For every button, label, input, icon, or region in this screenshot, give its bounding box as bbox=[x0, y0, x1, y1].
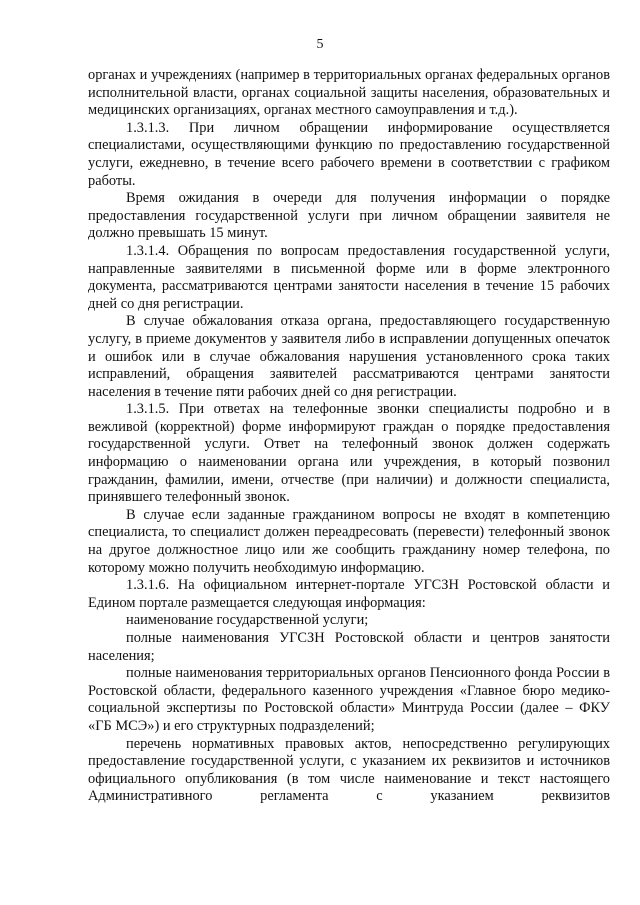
paragraph-3: Время ожидания в очереди для получения информации о порядке предоставления государственной услуги при личном обращении заявителя не должно превышать 15 минут. bbox=[88, 190, 610, 242]
page-number: 5 bbox=[316, 37, 324, 52]
paragraph-1: органах и учреждениях (например в территориальных органах федеральных органов исполнительной власти, органах социальной защиты населения, образовательных и медицинских организациях, органах местного самоуправления и т.д.). bbox=[88, 67, 610, 119]
paragraph-7: В случае если заданные гражданином вопросы не входят в компетенцию специалиста, то специалист должен переадресовать (перевести) телефонный звонок на другое должностное лицо или же сообщить гражданину номер телефона, по которому можно получить необходимую информацию. bbox=[88, 506, 610, 576]
paragraph-2: 1.3.1.3. При личном обращении информирование осуществляется специалистами, осуществляющими функцию по предоставлению государственной услуги, ежедневно, в течение всего рабочего времени в соответствии с графиком работы. bbox=[88, 119, 610, 189]
paragraph-11: полные наименования территориальных органов Пенсионного фонда России в Ростовской области, федерального казенного учреждения «Главное бюро медико-социальной экспертизы по Ростовской области» Минтруда России (далее – ФКУ «ГБ МСЭ») и его структурных подразделений; bbox=[88, 665, 610, 734]
document-body bbox=[88, 67, 610, 806]
paragraph-4: 1.3.1.4. Обращения по вопросам предоставления государственной услуги, направленные заявителями в письменной форме или в форме электронного документа, рассматриваются центрами занятости населения в течение 15 рабочих дней со дня регистрации. bbox=[88, 242, 610, 312]
paragraph-10: полные наименования УГСЗН Ростовской области и центров занятости населения; bbox=[88, 630, 610, 664]
paragraph-8: 1.3.1.6. На официальном интернет-портале УГСЗН Ростовской области и Едином портале размещается следующая информация: bbox=[88, 577, 610, 611]
paragraph-5: В случае обжалования отказа органа, предоставляющего государственную услугу, в приеме документов у заявителя либо в исправлении допущенных опечаток и ошибок или в случае обжалования нарушения установленного срока таких исправлений, обращения заявителей рассматриваются центрами занятости населения в течение пяти рабочих дней со дня регистрации. bbox=[88, 313, 610, 400]
paragraph-9: наименование государственной услуги; bbox=[126, 612, 369, 629]
paragraph-12: перечень нормативных правовых актов, непосредственно регулирующих предоставление государственной услуги, с указанием их реквизитов и источников официального опубликования (в том числе наименование и текст настоящего Административного регламента с указанием реквизитов bbox=[88, 735, 610, 805]
paragraph-6: 1.3.1.5. При ответах на телефонные звонки специалисты подробно и в вежливой (корректной) форме информируют граждан о порядке предоставления государственной услуги. Ответ на телефонный звонок должен содержать информацию о наименовании органа или учреждения, в который позвонил гражданин, фамилии, имени, отчестве (при наличии) и должности специалиста, принявшего телефонный звонок. bbox=[88, 401, 610, 506]
